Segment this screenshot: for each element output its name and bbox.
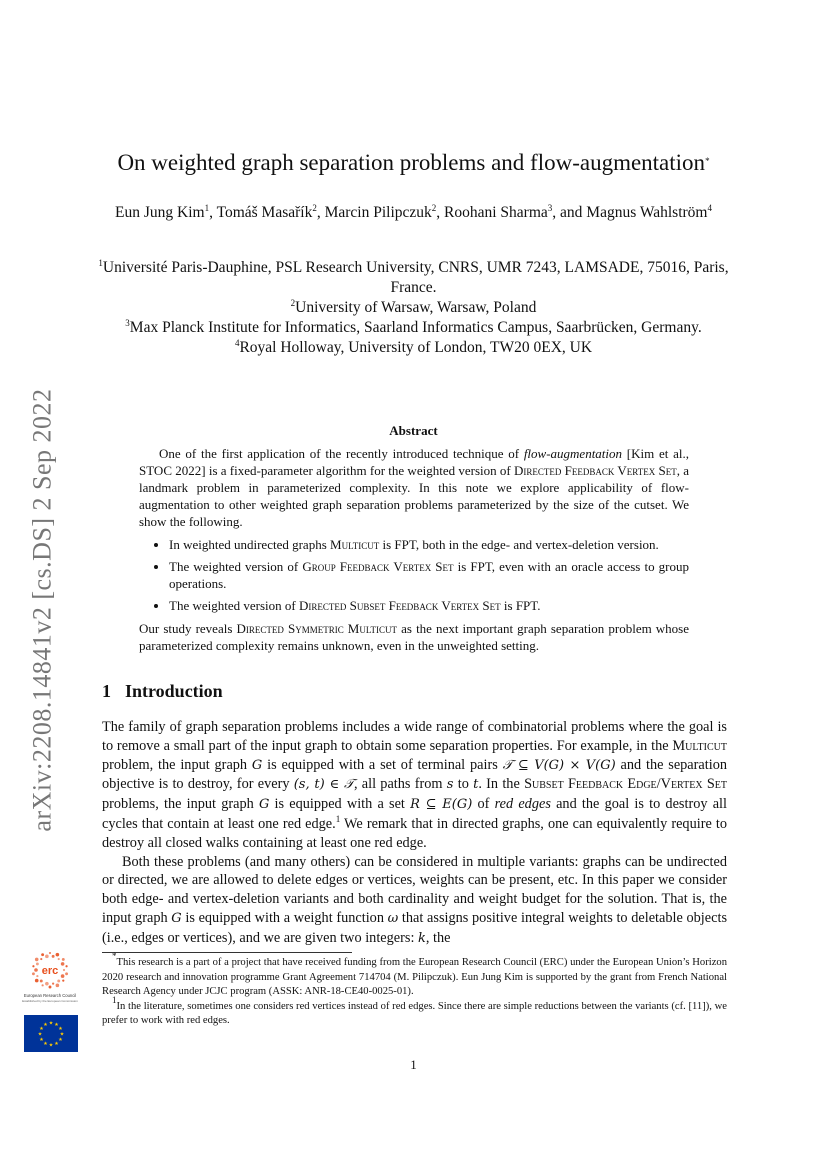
abstract-results-list: [139, 536, 689, 614]
paper-title: On weighted graph separation problems and flow-augmentation*: [117, 150, 710, 175]
author: Magnus Wahlström: [586, 204, 708, 221]
introduction-body: [102, 718, 727, 949]
erc-dot: [65, 972, 68, 975]
eu-star-icon: ★: [59, 1031, 65, 1038]
erc-dot: [32, 972, 35, 975]
abstract-body: [139, 445, 689, 654]
affiliation: $^4$Royal Holloway, University of London, TW20 0EX, UK: [234, 338, 593, 356]
title-footnote-mark: *: [705, 156, 710, 166]
eu-star-icon: ★: [58, 1026, 63, 1032]
erc-caption: European Research Council: [23, 993, 77, 998]
eu-star-icon: ★: [54, 1041, 59, 1048]
author-list: Eun Jung Kim$^1$, Tomáš Masařík$^2$, Marcin Pilipczuk$^2$, Roohani Sharma$^3$, and Magnus Wahlström$^4$: [115, 203, 712, 221]
section-heading: [102, 681, 223, 702]
erc-subcaption: Established by the European Commission: [22, 999, 78, 1003]
erc-dot: [42, 984, 44, 986]
affiliation-list: [90, 258, 737, 358]
affiliation: $^2$University of Warsaw, Warsaw, Poland: [290, 298, 537, 316]
erc-dot: [62, 958, 65, 961]
footnote-ref[interactable]: 1: [335, 813, 341, 824]
footnote: $^1$In the literature, sometimes one considers red vertices instead of red edges. Since there are simple reductions between the variants (cf. [11]), we prefer to work with red edges.: [102, 994, 727, 1027]
section-title: Introduction: [125, 681, 223, 701]
erc-dot: [61, 974, 65, 978]
footnote-rule: [102, 952, 352, 953]
abstract-heading: Abstract: [389, 423, 438, 438]
erc-dot: [34, 968, 38, 972]
eu-star-icon: ★: [39, 1037, 44, 1043]
eu-flag-logo: [24, 1015, 78, 1052]
affiliation: $^3$Max Planck Institute for Informatics, Saarland Informatics Campus, Saarbrücken, Germany.: [125, 318, 702, 336]
erc-logo: [22, 952, 78, 1004]
body-paragraph: The family of graph separation problems includes a wide range of combinatorial problems where the goal is to remove a small part of the input graph to obtain some separation properties. For example, in the Multicut problem, the input graph G is equipped with a set of terminal pairs 𝒯 ⊆ V(G) × V(G) and the separation objective is to destroy, for every (s, t) ∈ 𝒯, all paths from s to t. In the Subset Feedback Edge/Vertex Set problems, the input graph G is equipped with a set R ⊆ E(G) of red edges and the goal is to destroy all cycles that contain at least one red edge.$^1$ We remark that in directed graphs, one can equivalently require to destroy all closed walks containing at least one red edge.: [102, 719, 728, 851]
erc-dot: [56, 984, 60, 988]
affiliation: $^1$Université Paris-Dauphine, PSL Research University, CNRS, UMR 7243, LAMSADE, 75016, Paris, France.: [98, 258, 729, 296]
erc-dot: [40, 980, 43, 983]
erc-dot: [52, 955, 55, 958]
erc-dot: [35, 979, 39, 983]
abstract-paragraph: Our study reveals Directed Symmetric Multicut as the next important graph separation problem whose parameterized complexity remains unknown, even in the unweighted setting.: [139, 621, 690, 653]
erc-dot: [36, 962, 39, 965]
abstract-paragraph: One of the first application of the recently introduced technique of flow-augmentation [Kim et al., STOC 2022] is a fixed-parameter algorithm for the weighted version of Directed Feedback Vertex Set, a landmark problem in parameterized complexity. In this note we explore applicability of flow-augmentation to other weighted graph separation problems parameterized by the size of the cutset. We show the following.: [139, 446, 689, 529]
eu-star-icon: ★: [54, 1021, 59, 1028]
eu-star-icon: ★: [39, 1026, 44, 1032]
eu-star-icon: ★: [48, 1042, 54, 1049]
author: Eun Jung Kim: [115, 204, 205, 221]
erc-dot: [58, 958, 60, 960]
erc-dot: [41, 953, 44, 956]
erc-dot: [45, 955, 49, 959]
eu-star-icon: ★: [48, 1020, 54, 1027]
author: Roohani Sharma: [444, 204, 548, 221]
erc-dot: [35, 958, 39, 962]
arxiv-identifier-stamp: arXiv:2208.14841v2 [cs.DS] 2 Sep 2022: [27, 388, 57, 832]
list-item: • In weighted undirected graphs Multicut is FPT, both in the edge- and vertex-deletion version.: [169, 536, 689, 553]
footnote: *This research is a part of a project that have received funding from the European Research Council (ERC) under the European Union’s Horizon 2020 research and innovation programme Grant Agreement 714704 (M. Pilipczuk). Eun Jung Kim is supported by the grant from French National Research Agency under JCJC program (ASSK: ANR-18-CE40-0025-01).: [102, 951, 727, 998]
eu-star-icon: ★: [43, 1021, 48, 1028]
erc-dot: [40, 958, 42, 960]
erc-dot: [49, 952, 51, 954]
page-number: 1: [410, 1057, 417, 1072]
erc-dot: [36, 975, 38, 977]
footnotes: [102, 951, 727, 1029]
erc-dot: [49, 986, 52, 989]
erc-dot: [56, 953, 60, 957]
erc-dot: [62, 980, 64, 982]
eu-star-icon: ★: [37, 1031, 43, 1038]
erc-dot: [61, 962, 65, 966]
erc-dot: [45, 982, 49, 986]
erc-logo-text: erc: [41, 965, 59, 977]
eu-star-icon: ★: [43, 1041, 48, 1048]
author: Marcin Pilipczuk: [324, 204, 432, 221]
erc-dot: [32, 965, 34, 967]
erc-dot: [63, 969, 65, 971]
section-number: 1: [102, 681, 111, 701]
erc-dot: [52, 983, 54, 985]
author: Tomáš Masařík: [216, 204, 313, 221]
erc-dot: [65, 965, 67, 967]
eu-star-icon: ★: [58, 1037, 63, 1043]
list-item: • The weighted version of Group Feedback Vertex Set is FPT, even with an oracle access to group operations.: [169, 558, 689, 592]
body-paragraph: Both these problems (and many others) can be considered in multiple variants: graphs can be undirected or directed, we are allowed to delete edges or vertices, weights can be present, etc. In this paper we consider both edge- and vertex-deletion variants and both cardinality and weight budget for the solution. That is, the input graph G is equipped with a weight function ω that assigns positive integral weights to deletable objects (i.e., edges or vertices), and we are given two integers: k, the: [102, 853, 728, 946]
erc-dot: [57, 980, 60, 983]
list-item: • The weighted version of Directed Subset Feedback Vertex Set is FPT.: [169, 597, 689, 614]
